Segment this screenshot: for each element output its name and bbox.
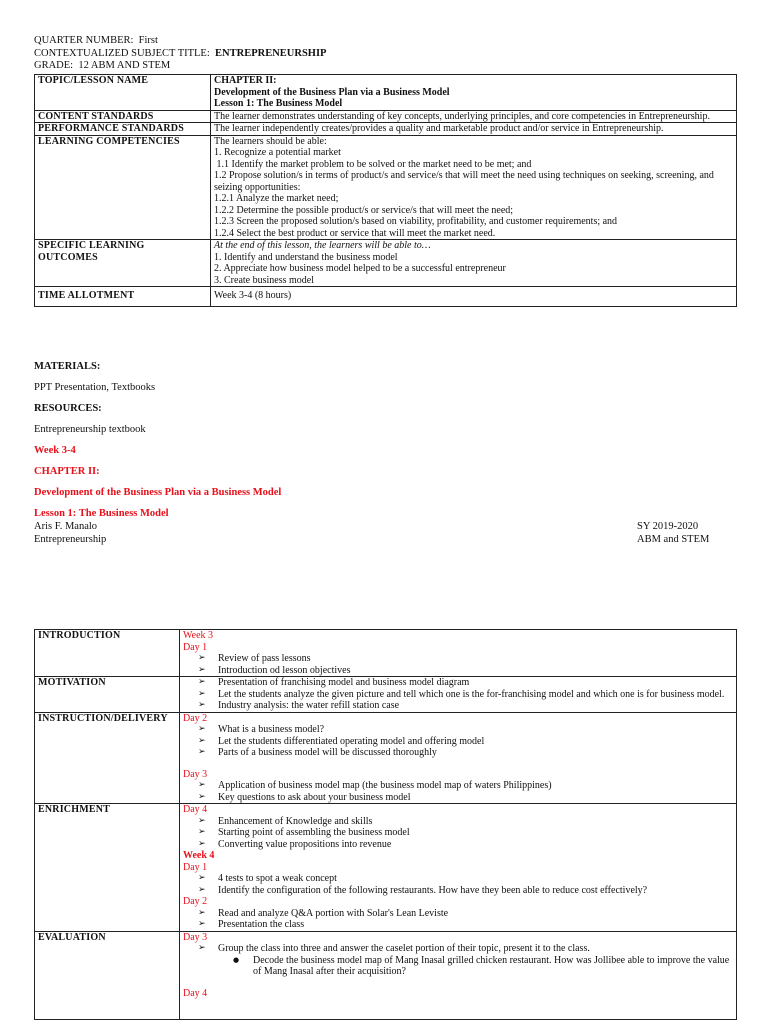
list-item: ➢ Converting value propositions into revenue	[198, 839, 733, 851]
table-row-instruction	[35, 712, 737, 804]
day-label: Day 1	[183, 641, 208, 653]
day-label: Day 3	[183, 931, 208, 943]
performance-standards-label: PERFORMANCE STANDARDS	[35, 123, 211, 136]
performance-standards-text: The learner independently creates/provides a quality and marketable product and/or service in Entrepreneurship.	[211, 123, 737, 136]
list-item: ➢ Enhancement of Knowledge and skills	[198, 816, 733, 828]
day-label: Day 1	[183, 861, 208, 873]
resources-text: Entrepreneurship textbook	[34, 424, 146, 435]
topic-label: TOPIC/LESSON NAME	[35, 75, 211, 111]
lesson-info-table	[34, 74, 737, 307]
motivation-content	[180, 677, 737, 713]
week-label: Week 3	[183, 630, 214, 641]
table-row-motivation	[35, 677, 737, 713]
table-row-topic	[35, 75, 737, 111]
list-item: ● Decode the business model map of Mang Inasal grilled chicken restaurant. How was Jollibee able to improve the value of Mang Inasal after their acquisition?	[233, 955, 733, 978]
quarter-value: First	[138, 35, 158, 46]
introduction-label: INTRODUCTION	[35, 630, 180, 677]
subject-line: CONTEXTUALIZED SUBJECT TITLE: ENTREPRENEURSHIP	[34, 47, 327, 59]
footer-subject: Entrepreneurship	[34, 533, 107, 545]
day-label: Day 2	[183, 712, 208, 724]
grade-value: 12 ABM AND STEM	[78, 60, 171, 71]
content-standards-text: The learner demonstrates understanding of key concepts, underlying principles, and core competencies in Entrepreneurship.	[211, 110, 737, 123]
table-row-enrichment	[35, 804, 737, 932]
list-item: ➢ Review of pass lessons	[198, 653, 733, 665]
week-heading: Week 3-4	[34, 445, 76, 456]
motivation-label: MOTIVATION	[35, 677, 180, 713]
list-item: ➢ Let the students analyze the given picture and tell which one is the for-franchising model and which one is for business model.	[198, 689, 733, 701]
list-item: ➢ Parts of a business model will be discussed thoroughly	[198, 747, 733, 759]
strand: ABM and STEM	[637, 533, 710, 545]
document-header	[34, 35, 326, 73]
week-label: Week 4	[183, 850, 215, 861]
list-item: ➢ Let the students differentiated operating model and offering model	[198, 736, 733, 748]
list-item: ➢ Starting point of assembling the business model	[198, 827, 733, 839]
list-item: ➢ Presentation of franchising model and business model diagram	[198, 677, 733, 689]
topic-value: CHAPTER II: Development of the Business Plan via a Business Model Lesson 1: The Business Model	[211, 75, 737, 111]
list-item: ➢ Industry analysis: the water refill station case	[198, 700, 733, 712]
time-allotment-label: TIME ALLOTMENT	[35, 287, 211, 307]
day-label: Day 3	[183, 768, 208, 780]
competencies-list: The learners should be able: 1. Recognize a potential market 1.1 Identify the market problem to be solved or the market need to be met; and 1.2 Propose solution/s in terms of product/s and service/s that will meet the need using techniques on seeking, screening, and seizing opportunities: 1.2.1 Analyze the market need; 1.2.2 Determine the possible product/s or service/s that will meet the need; 1.2.3 Screen the proposed solution/s based on viability, profitability, and customer requirements; and 1.2.4 Select the best product or service that will meet the market need.	[211, 135, 737, 240]
content-standards-label: CONTENT STANDARDS	[35, 110, 211, 123]
footer-left	[34, 521, 106, 546]
author-name: Aris F. Manalo	[34, 521, 98, 532]
lesson-plan-table	[34, 629, 737, 1020]
list-item: ➢ Key questions to ask about your business model	[198, 792, 733, 804]
list-item: ➢ What is a business model?	[198, 724, 733, 736]
list-item: ➢ Introduction od lesson objectives	[198, 665, 733, 677]
enrichment-content	[180, 804, 737, 932]
table-row-performance-standards	[35, 123, 737, 136]
chapter-heading: CHAPTER II:	[34, 466, 100, 477]
table-row-evaluation	[35, 931, 737, 1020]
day-label: Day 4	[183, 804, 208, 815]
outcomes-list: At the end of this lesson, the learners will be able to… 1. Identify and understand the business model 2. Appreciate how business model helped to be a successful entrepreneur 3. Create business model	[211, 240, 737, 287]
list-item: ➢ 4 tests to spot a weak concept	[198, 873, 733, 885]
enrichment-label: ENRICHMENT	[35, 804, 180, 932]
table-row-competencies	[35, 135, 737, 240]
list-item: ➢ Application of business model map (the business model map of waters Philippines)	[198, 780, 733, 792]
table-row-outcomes	[35, 240, 737, 287]
quarter-line: QUARTER NUMBER: First	[34, 35, 158, 46]
materials-text: PPT Presentation, Textbooks	[34, 382, 156, 393]
subject-value: ENTREPRENEURSHIP	[215, 47, 327, 59]
resources-heading: RESOURCES:	[34, 403, 102, 414]
development-heading: Development of the Business Plan via a Business Model	[34, 487, 282, 498]
instruction-label: INSTRUCTION/DELIVERY	[35, 712, 180, 804]
competencies-label: LEARNING COMPETENCIES	[35, 135, 211, 240]
list-item: ➢ Presentation the class	[198, 919, 733, 931]
outcomes-label: SPECIFIC LEARNING OUTCOMES	[35, 240, 211, 287]
grade-line: GRADE: 12 ABM AND STEM	[34, 60, 171, 71]
evaluation-content	[180, 931, 737, 1020]
table-row-time	[35, 287, 737, 307]
day-label: Day 2	[183, 896, 208, 907]
materials-heading: MATERIALS:	[34, 361, 101, 372]
introduction-content	[180, 630, 737, 677]
list-item: ➢ Read and analyze Q&A portion with Solar's Lean Leviste	[198, 908, 733, 920]
list-item: ➢ Group the class into three and answer the caselet portion of their topic, present it to the class.	[198, 943, 733, 955]
instruction-content	[180, 712, 737, 804]
day-label: Day 4	[183, 987, 208, 999]
time-allotment-value: Week 3-4 (8 hours)	[211, 287, 737, 307]
list-item: ➢ Identify the configuration of the following restaurants. How have they been able to reduce cost effectively?	[198, 885, 733, 897]
school-year: SY 2019-2020	[637, 521, 699, 532]
table-row-content-standards	[35, 110, 737, 123]
footer-right	[637, 521, 709, 546]
table-row-introduction	[35, 630, 737, 677]
evaluation-label: EVALUATION	[35, 931, 180, 1020]
lesson-heading: Lesson 1: The Business Model	[34, 508, 169, 519]
